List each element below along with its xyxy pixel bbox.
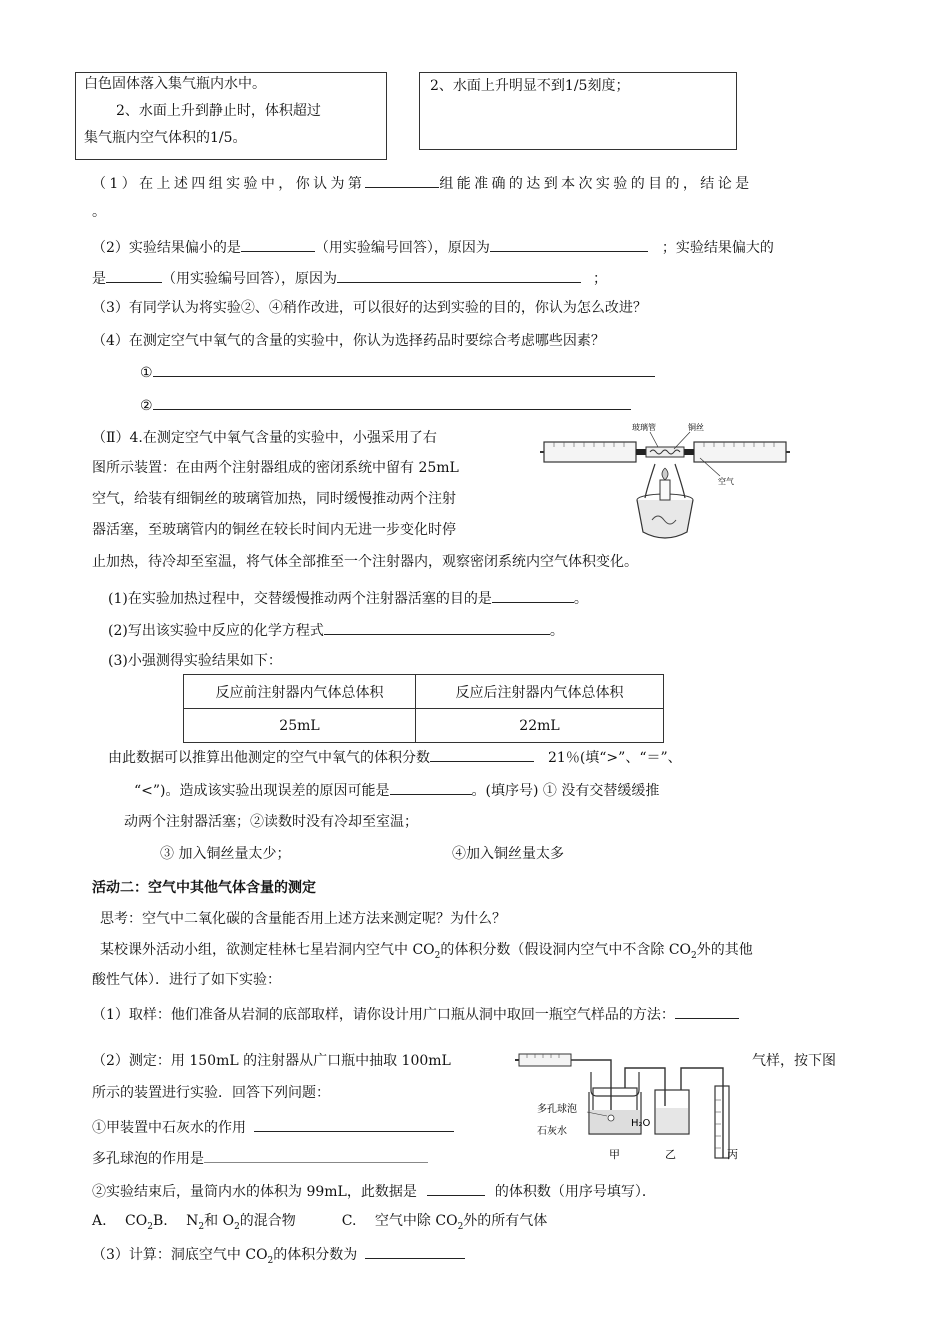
q4-blank-1[interactable] bbox=[153, 361, 655, 377]
left-box-line3: 集气瓶内空气体积的1/5。 bbox=[84, 130, 247, 146]
p2q3-line3: 动两个注射器活塞；②读数时没有冷却至室温； bbox=[124, 814, 418, 830]
p2q3-line2 bbox=[134, 779, 659, 801]
part2-line3: 空气，给装有细铜丝的玻璃管加热，同时缓慢推动两个注射 bbox=[92, 491, 456, 507]
p2-question-3: (3)小强测得实验结果如下： bbox=[108, 653, 282, 669]
fig2-label-water: H₂O bbox=[631, 1118, 651, 1129]
q1-text-b: 组能准确的达到本次实验的目的，结论是 bbox=[439, 176, 753, 192]
left-box-line2: 2、水面上升到静止时，体积超过 bbox=[116, 103, 321, 119]
option-a-sub: 2 bbox=[147, 1221, 153, 1232]
fig2-label-bubbler: 多孔球泡 bbox=[537, 1104, 577, 1115]
p2q2-blank[interactable] bbox=[324, 619, 550, 635]
option-b-sub-1: 2 bbox=[198, 1221, 205, 1232]
p2q3-blank-reason[interactable] bbox=[390, 779, 472, 795]
step3-blank[interactable] bbox=[365, 1243, 465, 1259]
p2q3-line1 bbox=[108, 746, 682, 768]
intro1-sub-2: 2 bbox=[691, 950, 697, 961]
q2-blank-reason-small[interactable] bbox=[490, 236, 648, 252]
intro1-sub-1: 2 bbox=[434, 950, 441, 961]
activity2-intro-2: 酸性气体）．进行了如下实验： bbox=[92, 972, 281, 988]
question-2-line1 bbox=[92, 236, 774, 258]
step2f-text: ②实验结束后，量筒内水的体积为 99mL，此数据是 bbox=[92, 1184, 417, 1200]
q2-text-b: （用实验编号回答），原因为 bbox=[314, 240, 490, 256]
fig2-label-yi: 乙 bbox=[665, 1148, 676, 1161]
q2-blank-large[interactable] bbox=[106, 267, 162, 283]
question-1 bbox=[92, 172, 862, 194]
q4-item-2-marker: ② bbox=[140, 398, 153, 414]
intro1-text-b: 的体积分数（假设洞内空气中不含除 CO bbox=[440, 942, 692, 958]
q2-text-e: （用实验编号回答），原因为 bbox=[162, 271, 337, 287]
q2-blank-reason-large[interactable] bbox=[337, 267, 581, 283]
activity2-step-2c: 所示的装置进行实验．回答下列问题： bbox=[92, 1085, 330, 1101]
q1-blank[interactable] bbox=[365, 172, 439, 188]
fig1-label-copper: 铜丝 bbox=[688, 423, 704, 432]
step2e-blank[interactable] bbox=[204, 1147, 428, 1163]
q4-blank-2[interactable] bbox=[153, 394, 631, 410]
option-c-sub: 2 bbox=[457, 1221, 464, 1232]
step2g-text: 的体积数（用序号填写）． bbox=[494, 1184, 656, 1200]
p2-question-1 bbox=[108, 587, 588, 609]
fig1-label-glass-tube: 玻璃管 bbox=[632, 423, 656, 432]
p2q1-text: (1)在实验加热过程中，交替缓慢推动两个注射器活塞的目的是 bbox=[108, 591, 492, 607]
p2q3-text-d: 。(填序号) ① 没有交替缓缓推 bbox=[471, 783, 660, 799]
part2-line5: 止加热，待冷却至室温，将气体全部推至一个注射器内，观察密闭系统内空气体积变化。 bbox=[92, 554, 638, 570]
fig1-label-air: 空气 bbox=[718, 477, 734, 486]
co2-apparatus-figure bbox=[515, 1046, 745, 1164]
question-3: （3）有同学认为将实验②、④稍作改进，可以很好的达到实验的目的，你认为怎么改进？ bbox=[92, 300, 647, 316]
p2q1-blank[interactable] bbox=[492, 587, 574, 603]
step3-text: （3）计算：洞底空气中 CO bbox=[92, 1247, 268, 1263]
step2e-text: 多孔球泡的作用是 bbox=[92, 1151, 204, 1167]
activity2-step-2e bbox=[92, 1147, 428, 1169]
p2q2-text: (2)写出该实验中反应的化学方程式 bbox=[108, 623, 324, 639]
part2-line2: 图所示装置：在由两个注射器组成的密闭系统中留有 25mL bbox=[92, 460, 459, 476]
activity2-options bbox=[92, 1211, 547, 1237]
option-c: C. 空气中除 CO bbox=[341, 1213, 458, 1229]
q2-blank-small[interactable] bbox=[241, 236, 315, 252]
q4-item-1-marker: ① bbox=[140, 365, 153, 381]
part2-line1: （Ⅱ）4.在测定空气中氧气含量的实验中，小强采用了右 bbox=[92, 430, 437, 446]
p2q1-period: 。 bbox=[573, 591, 588, 607]
option-a: A. CO bbox=[92, 1213, 148, 1229]
table-value-after: 22mL bbox=[416, 709, 664, 743]
fig2-label-limewater: 石灰水 bbox=[537, 1126, 567, 1137]
table-value-before: 25mL bbox=[184, 709, 416, 743]
q2-text-c: ；实验结果偏大的 bbox=[661, 240, 774, 256]
q2-text-f: ； bbox=[593, 271, 607, 287]
left-box-line1: 白色固体落入集气瓶内水中。 bbox=[84, 76, 266, 92]
step1-text: （1）取样：他们准备从岩洞的底部取样，请你设计用广口瓶从洞中取回一瓶空气样品的方法： bbox=[92, 1007, 675, 1023]
activity2-step-2f bbox=[92, 1180, 656, 1202]
result-table bbox=[183, 674, 664, 743]
step2d-text: ①甲装置中石灰水的作用 bbox=[92, 1120, 246, 1136]
q1-text-a: （1）在上述四组实验中，你认为第 bbox=[92, 176, 366, 192]
step3-text-b: 的体积分数为 bbox=[273, 1247, 358, 1263]
p2q3-option-3: ③ 加入铜丝量太少； bbox=[160, 846, 291, 862]
option-b-and: 和 O bbox=[204, 1213, 235, 1229]
p2-question-2 bbox=[108, 619, 564, 641]
option-b-tail: 的混合物 bbox=[239, 1213, 296, 1229]
intro1-text-c: 外的其他 bbox=[696, 942, 753, 958]
activity2-step-2b: 气样，按下图 bbox=[752, 1053, 836, 1069]
p2q3-blank-fraction[interactable] bbox=[430, 746, 534, 762]
option-b-sub-2: 2 bbox=[234, 1221, 240, 1232]
fig2-label-bing: 丙 bbox=[727, 1148, 738, 1161]
step2d-blank[interactable] bbox=[254, 1116, 454, 1132]
activity2-title: 活动二：空气中其他气体含量的测定 bbox=[92, 880, 316, 896]
activity2-step-2d bbox=[92, 1116, 454, 1138]
option-b: B. N bbox=[152, 1213, 199, 1229]
p2q3-text-b: 21％(填“>”、“＝”、 bbox=[548, 750, 682, 766]
fig2-label-jia: 甲 bbox=[609, 1148, 620, 1161]
table-header-after: 反应后注射器内气体总体积 bbox=[416, 675, 664, 709]
question-2-line2 bbox=[92, 267, 607, 289]
q2-text-a: （2）实验结果偏小的是 bbox=[92, 240, 241, 256]
question-4: （4）在测定空气中氧气的含量的实验中，你认为选择药品时要综合考虑哪些因素？ bbox=[92, 333, 605, 349]
p2q3-text-c: “<”)。造成该实验出现误差的原因可能是 bbox=[134, 783, 390, 799]
q4-item-2 bbox=[140, 394, 631, 416]
intro1-text-a: 某校课外活动小组，欲测定桂林七星岩洞内空气中 CO bbox=[100, 942, 435, 958]
option-c-tail: 外的所有气体 bbox=[463, 1213, 548, 1229]
right-box-line1: 2、水面上升明显不到1/5刻度； bbox=[430, 78, 630, 94]
q1-period: 。 bbox=[92, 204, 106, 220]
p2q3-text-a: 由此数据可以推算出他测定的空气中氧气的体积分数 bbox=[108, 750, 430, 766]
activity2-step-3 bbox=[92, 1243, 465, 1271]
activity2-step-2a: （2）测定：用 150mL 的注射器从广口瓶中抽取 100mL bbox=[92, 1053, 451, 1069]
q4-item-1 bbox=[140, 361, 655, 383]
activity2-step-1 bbox=[92, 1003, 739, 1025]
activity2-intro-1 bbox=[100, 940, 753, 966]
part2-line4: 器活塞，至玻璃管内的铜丝在较长时间内无进一步变化时停 bbox=[92, 522, 456, 538]
step1-blank[interactable] bbox=[675, 1003, 739, 1019]
activity2-think: 思考：空气中二氧化碳的含量能否用上述方法来测定呢？为什么？ bbox=[100, 911, 506, 927]
step3-sub: 2 bbox=[267, 1255, 274, 1266]
syringe-apparatus-figure bbox=[540, 420, 790, 550]
p2q3-option-4: ④加入铜丝量太多 bbox=[452, 846, 564, 862]
q2-text-d: 是 bbox=[92, 271, 106, 287]
table-header-before: 反应前注射器内气体总体积 bbox=[184, 675, 416, 709]
step2f-blank[interactable] bbox=[427, 1180, 485, 1196]
p2q2-period: 。 bbox=[549, 623, 564, 639]
